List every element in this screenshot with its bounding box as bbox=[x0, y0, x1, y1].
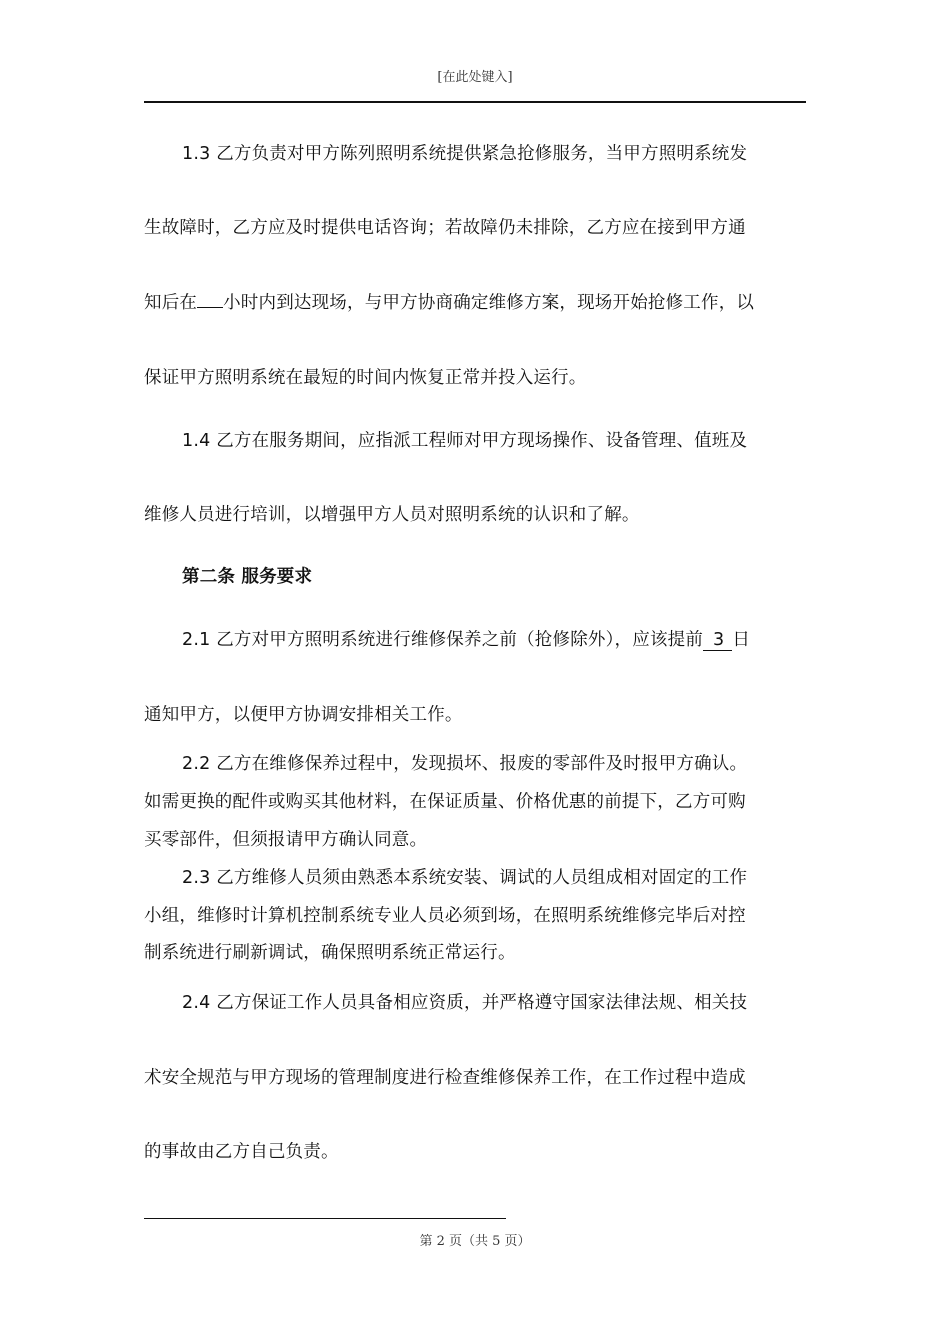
clause-1-4-line-2: 维修人员进行培训，以增强甲方人员对照明系统的认识和了解。 bbox=[144, 505, 640, 525]
clause-1-3-line-4: 保证甲方照明系统在最短的时间内恢复正常并投入运行。 bbox=[144, 368, 587, 388]
clause-2-3-line-2: 小组，维修时计算机控制系统专业人员必须到场，在照明系统维修完毕后对控 bbox=[144, 906, 746, 926]
clause-2-2-line-2: 如需更换的配件或购买其他材料，在保证质量、价格优惠的前提下，乙方可购 bbox=[144, 792, 746, 812]
clause-2-4-line-1: 2.4 乙方保证工作人员具备相应资质，并严格遵守国家法律法规、相关技 bbox=[182, 993, 748, 1013]
clause-2-4-line-2: 术安全规范与甲方现场的管理制度进行检查维修保养工作，在工作过程中造成 bbox=[144, 1068, 746, 1088]
page-header: [在此处键入] bbox=[437, 70, 513, 85]
clause-2-2-line-3: 买零部件，但须报请甲方确认同意。 bbox=[144, 830, 428, 850]
clause-1-3-line-2: 生故障时，乙方应及时提供电话咨询；若故障仍未排除，乙方应在接到甲方通 bbox=[144, 218, 746, 238]
clause-1-4-line-1: 1.4 乙方在服务期间，应指派工程师对甲方现场操作、设备管理、值班及 bbox=[182, 431, 748, 451]
header-divider bbox=[144, 101, 806, 103]
clause-1-3-line-3 bbox=[144, 289, 754, 314]
page-number: 第 2 页（共 5 页） bbox=[419, 1234, 531, 1249]
clause-1-3-text-before-blank: 知后在 bbox=[144, 293, 198, 313]
notice-days-value: 3 bbox=[703, 631, 732, 651]
clause-2-4-line-3: 的事故由乙方自己负责。 bbox=[144, 1142, 339, 1162]
clause-2-1-line-2: 通知甲方，以便甲方协调安排相关工作。 bbox=[144, 705, 463, 725]
clause-1-3-text-after-blank: 小时内到达现场，与甲方协商确定维修方案，现场开始抢修工作，以 bbox=[223, 293, 755, 313]
footer-divider bbox=[144, 1218, 506, 1219]
clause-1-3-line-1: 1.3 乙方负责对甲方陈列照明系统提供紧急抢修服务，当甲方照明系统发 bbox=[182, 144, 748, 164]
hours-blank bbox=[197, 307, 223, 308]
clause-2-1-line-1 bbox=[182, 626, 750, 651]
section-heading: 第二条 服务要求 bbox=[182, 567, 313, 587]
clause-2-3-line-3: 制系统进行刷新调试，确保照明系统正常运行。 bbox=[144, 943, 516, 963]
clause-2-1-unit: 日 bbox=[732, 630, 751, 650]
clause-2-3-line-1: 2.3 乙方维修人员须由熟悉本系统安装、调试的人员组成相对固定的工作 bbox=[182, 868, 748, 888]
clause-2-2-line-1: 2.2 乙方在维修保养过程中，发现损坏、报废的零部件及时报甲方确认。 bbox=[182, 754, 748, 774]
clause-2-1-text: 2.1 乙方对甲方照明系统进行维修保养之前（抢修除外），应该提前 bbox=[182, 630, 704, 650]
